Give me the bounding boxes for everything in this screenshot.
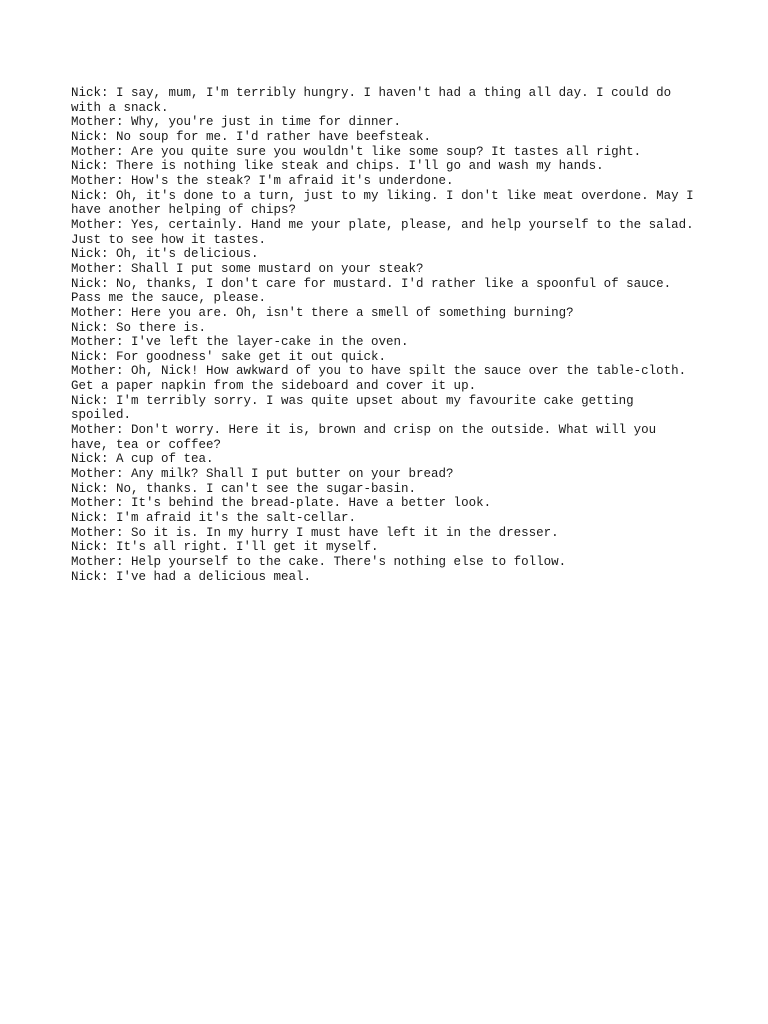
text-line: Nick: No, thanks. I can't see the sugar-basin. <box>71 481 417 496</box>
text-line: Mother: Any milk? Shall I put butter on your bread? <box>71 467 454 482</box>
text-line: Nick: A cup of tea. <box>71 452 214 467</box>
text-line: Nick: I'm afraid it's the salt-cellar. <box>71 511 357 526</box>
text-line: Nick: No soup for me. I'd rather have beefsteak. <box>71 129 432 144</box>
text-line: Nick: There is nothing like steak and chips. I'll go and wash my hands. <box>71 159 604 174</box>
text-line: spoiled. <box>71 408 132 423</box>
text-line: with a snack. <box>71 100 169 115</box>
text-line: Mother: So it is. In my hurry I must have left it in the dresser. <box>71 525 559 540</box>
text-line: Mother: I've left the layer-cake in the oven. <box>71 335 409 350</box>
text-line: Pass me the sauce, please. <box>71 291 267 306</box>
text-line: Mother: Here you are. Oh, isn't there a smell of something burning? <box>71 305 574 320</box>
text-line: have, tea or coffee? <box>71 437 222 452</box>
text-line: Nick: Oh, it's done to a turn, just to my liking. I don't like meat overdone. May I <box>71 188 694 203</box>
text-line: Nick: It's all right. I'll get it myself. <box>71 540 379 555</box>
text-line: Just to see how it tastes. <box>71 232 267 247</box>
text-line: Nick: No, thanks, I don't care for mustard. I'd rather like a spoonful of sauce. <box>71 276 672 291</box>
text-line: Nick: For goodness' sake get it out quick. <box>71 349 387 364</box>
text-line: Get a paper napkin from the sideboard and cover it up. <box>71 379 477 394</box>
text-line: Mother: Help yourself to the cake. There's nothing else to follow. <box>71 555 567 569</box>
text-line: have another helping of chips? <box>71 203 297 218</box>
text-line: Mother: It's behind the bread-plate. Have a better look. <box>71 496 492 511</box>
text-line: Mother: Are you quite sure you wouldn't like some soup? It tastes all right. <box>71 144 642 159</box>
text-line: Nick: I'm terribly sorry. I was quite upset about my favourite cake getting <box>71 393 634 408</box>
text-line: Mother: Yes, certainly. Hand me your plate, please, and help yourself to the salad. <box>71 217 694 232</box>
text-line: Mother: Oh, Nick! How awkward of you to have spilt the sauce over the table-cloth. <box>71 364 687 379</box>
dialogue-text-block <box>71 86 711 584</box>
text-line: Mother: Don't worry. Here it is, brown and crisp on the outside. What will you <box>71 423 657 438</box>
text-line: Nick: I say, mum, I'm terribly hungry. I haven't had a thing all day. I could do <box>71 86 672 100</box>
text-line: Nick: So there is. <box>71 320 207 335</box>
text-line: Mother: Why, you're just in time for dinner. <box>71 115 402 130</box>
text-line: Nick: Oh, it's delicious. <box>71 247 259 262</box>
text-line: Mother: How's the steak? I'm afraid it's underdone. <box>71 173 454 188</box>
text-line: Mother: Shall I put some mustard on your steak? <box>71 261 424 276</box>
text-line: Nick: I've had a delicious meal. <box>71 569 312 584</box>
